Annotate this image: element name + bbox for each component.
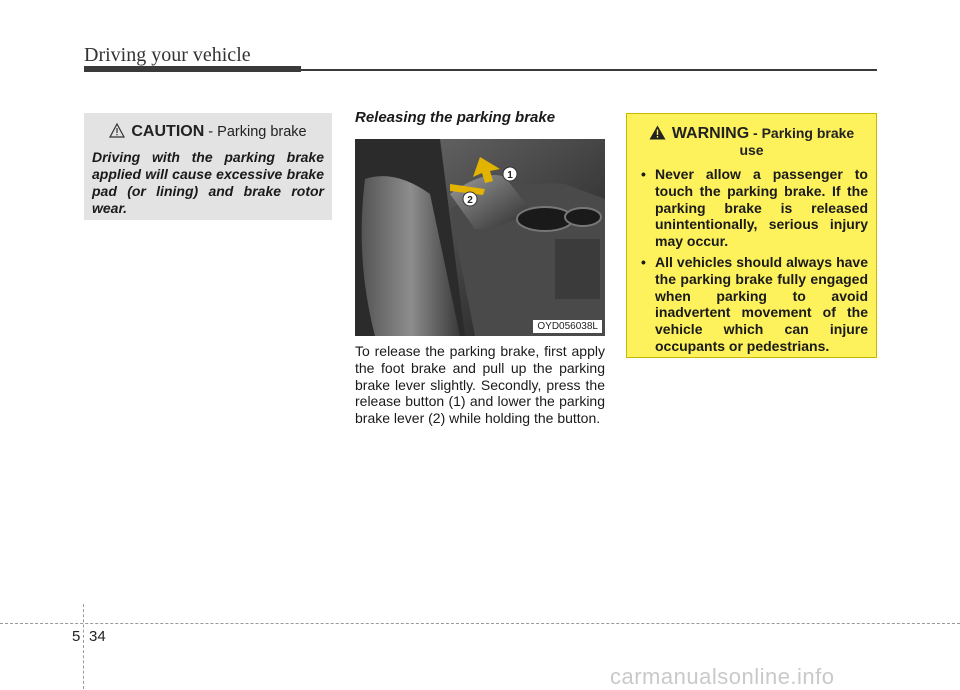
warning-item <box>635 166 868 250</box>
warning-item-text: All vehicles should always have the parking brake fully engaged when parking to avoid inadvertent movement of the vehicle which can injure occupants or pedestrians. <box>655 253 868 354</box>
watermark: carmanualsonline.info <box>610 664 835 689</box>
caution-triangle-icon <box>109 123 125 138</box>
callout-2-label: 2 <box>467 195 473 206</box>
page-number: 34 <box>89 628 106 645</box>
caution-label: CAUTION <box>131 123 205 140</box>
callout-1-label: 1 <box>507 170 513 181</box>
bullet-icon: • <box>641 253 646 270</box>
caution-subject: - Parking brake <box>208 124 307 140</box>
caution-box <box>84 113 332 220</box>
caution-heading <box>92 123 324 145</box>
warning-item-text: Never allow a passenger to touch the parking brake. If the parking brake is released unintentionally, serious injury may occur. <box>655 166 868 250</box>
image-code: OYD056038L <box>533 320 602 333</box>
warning-label: WARNING <box>671 125 750 142</box>
caution-text: Driving with the parking brake applied will cause excessive brake pad (or lining) and brake rotor wear. <box>92 149 324 216</box>
header-rule-thick <box>84 66 301 72</box>
header-title: Driving your vehicle <box>84 44 251 66</box>
warning-list <box>635 166 868 355</box>
parking-brake-photo <box>355 139 605 336</box>
body-text: To release the parking brake, first apply the foot brake and pull up the parking brake lever slightly. Secondly, press the release button (1) and lower the parking brake lever (2) while holding the button. <box>355 343 605 427</box>
parking-brake-illustration <box>355 139 605 336</box>
section-title: Releasing the parking brake <box>355 109 556 126</box>
warning-item <box>635 254 868 355</box>
footer-rule <box>0 623 960 624</box>
bullet-icon: • <box>641 166 646 182</box>
warning-triangle-icon <box>649 125 666 140</box>
footer-divider <box>83 604 84 689</box>
header-rule-thin <box>301 69 877 71</box>
warning-heading <box>635 125 868 158</box>
warning-box <box>626 113 877 358</box>
warning-subject: - Parking brake use <box>739 125 855 158</box>
chapter-number: 5 <box>72 628 81 645</box>
